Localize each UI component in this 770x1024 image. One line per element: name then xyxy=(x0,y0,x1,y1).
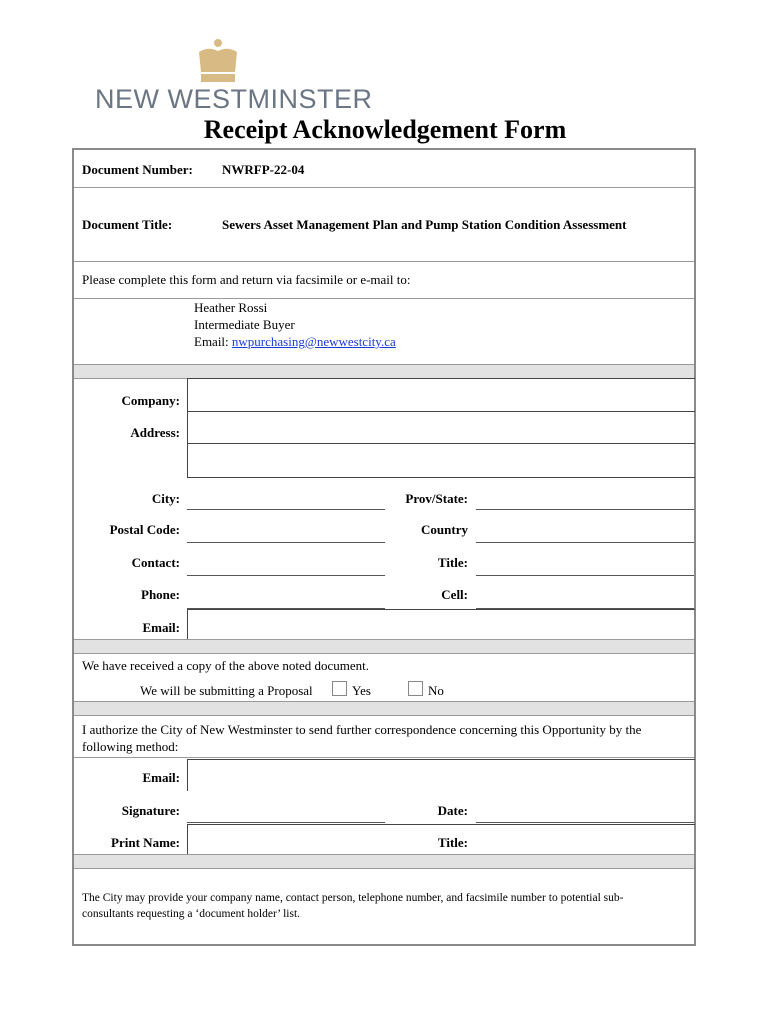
yes-label: Yes xyxy=(352,683,371,698)
auth-email-label: Email: xyxy=(142,770,180,785)
city-input[interactable] xyxy=(187,478,385,510)
section-band xyxy=(74,701,694,716)
contact-role: Intermediate Buyer xyxy=(194,317,295,332)
date-input[interactable] xyxy=(476,791,694,823)
address-label: Address: xyxy=(130,425,180,440)
postal-code-input[interactable] xyxy=(187,511,385,543)
no-checkbox[interactable] xyxy=(408,681,423,696)
authorization-text-line1: I authorize the City of New Westminster to send further correspondence concerning this Opportunity by the xyxy=(82,722,642,737)
auth-title-label: Title: xyxy=(437,835,468,850)
document-number-value: NWRFP-22-04 xyxy=(222,162,305,177)
divider xyxy=(74,757,694,758)
yes-checkbox[interactable] xyxy=(332,681,347,696)
document-number-label: Document Number: xyxy=(82,162,193,177)
email-prefix: Email: xyxy=(194,334,232,349)
title-label: Title: xyxy=(437,555,468,570)
cell-input[interactable] xyxy=(476,577,694,609)
contact-email-link[interactable]: nwpurchasing@newwestcity.ca xyxy=(231,334,396,349)
divider xyxy=(74,187,694,188)
authorization-text-line2: following method: xyxy=(82,739,179,754)
footer-note-line2: consultants requesting a ‘document holder’ list. xyxy=(82,908,301,920)
country-label: Country xyxy=(421,522,468,537)
section-band xyxy=(74,364,694,379)
form-frame xyxy=(72,148,696,946)
prov-state-label: Prov/State: xyxy=(405,491,468,506)
auth-email-input[interactable] xyxy=(187,759,695,791)
prov-state-input[interactable] xyxy=(476,478,694,510)
document-title-value: Sewers Asset Management Plan and Pump Station Condition Assessment xyxy=(222,217,627,232)
phone-label: Phone: xyxy=(141,587,180,602)
city-label: City: xyxy=(151,491,180,506)
company-input[interactable] xyxy=(187,378,695,411)
no-label: No xyxy=(428,683,444,698)
postal-code-label: Postal Code: xyxy=(109,522,180,537)
contact-name: Heather Rossi xyxy=(194,300,268,315)
signature-label: Signature: xyxy=(121,803,180,818)
proposal-text: We will be submitting a Proposal xyxy=(140,683,313,698)
cell-label: Cell: xyxy=(441,587,468,602)
divider xyxy=(74,298,694,299)
title-input[interactable] xyxy=(476,544,694,576)
signature-input[interactable] xyxy=(187,791,385,823)
address-input-line1[interactable] xyxy=(187,411,695,444)
company-label: Company: xyxy=(121,393,180,408)
contact-email-line xyxy=(194,334,396,350)
print-name-title-row[interactable] xyxy=(187,824,695,855)
org-name-logo: NEW WESTMINSTER xyxy=(95,84,373,114)
contact-input[interactable] xyxy=(187,544,385,576)
document-title-label: Document Title: xyxy=(82,217,173,232)
print-name-label: Print Name: xyxy=(111,835,180,850)
section-band xyxy=(74,854,694,869)
crown-logo-icon xyxy=(196,38,240,84)
date-label: Date: xyxy=(437,803,468,818)
footer-note-line1: The City may provide your company name, contact person, telephone number, and facsimile number to potential sub- xyxy=(82,892,624,904)
email-label: Email: xyxy=(142,620,180,635)
phone-input[interactable] xyxy=(187,577,385,609)
return-instruction: Please complete this form and return via facsimile or e-mail to: xyxy=(82,272,411,287)
email-input[interactable] xyxy=(187,609,695,640)
section-band xyxy=(74,639,694,654)
received-text: We have received a copy of the above noted document. xyxy=(82,658,369,673)
country-input[interactable] xyxy=(476,511,694,543)
address-input-line2[interactable] xyxy=(187,443,695,478)
form-title: Receipt Acknowledgement Form xyxy=(203,115,567,144)
contact-label: Contact: xyxy=(131,555,180,570)
divider xyxy=(74,261,694,262)
